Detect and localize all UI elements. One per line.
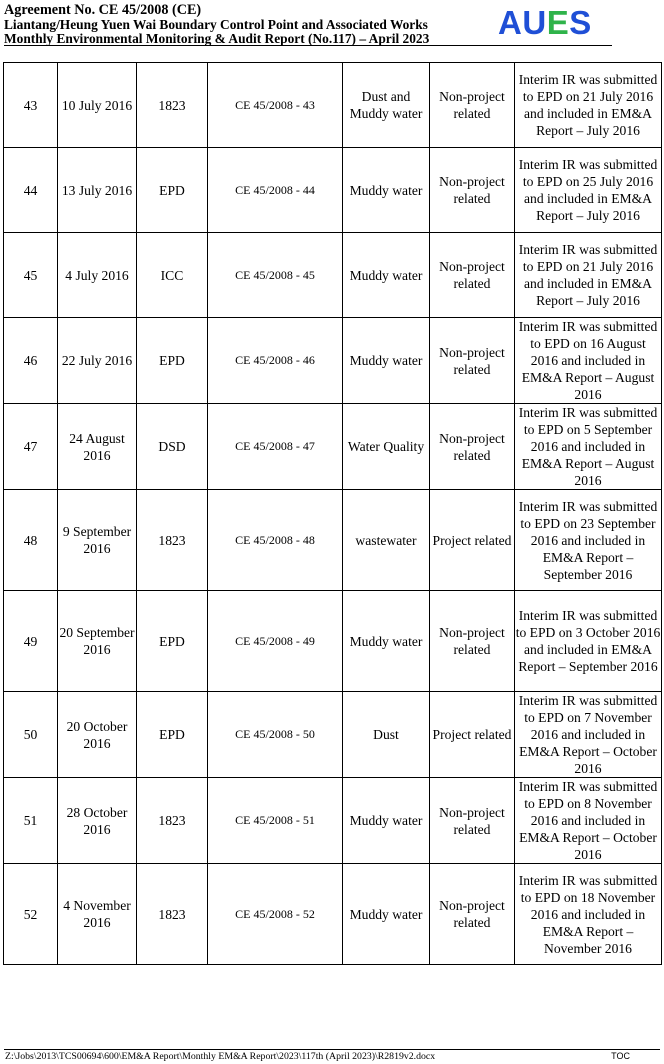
cell-type: Dust and Muddy water [343, 63, 430, 148]
cell-source: EPD [137, 591, 208, 692]
table-row [4, 778, 662, 864]
cell-source: 1823 [137, 864, 208, 965]
cell-date: 20 September 2016 [58, 591, 137, 692]
table-row [4, 692, 662, 778]
cell-type: Muddy water [343, 318, 430, 404]
cell-remark: Interim IR was submitted to EPD on 23 September 2016 and included in EM&A Report – September 2016 [515, 490, 662, 591]
document-path: Z:\Jobs\2013\TCS00694\600\EM&A Report\Monthly EM&A Report\2023\117th (April 2023)\R2819v2.docx [5, 1051, 436, 1062]
cell-ref: CE 45/2008 - 45 [208, 233, 343, 318]
cell-no: 44 [4, 148, 58, 233]
aues-logo: AUES [498, 4, 592, 41]
cell-date: 28 October 2016 [58, 778, 137, 864]
cell-remark: Interim IR was submitted to EPD on 18 November 2016 and included in EM&A Report – November 2016 [515, 864, 662, 965]
cell-nature: Project related [430, 490, 515, 591]
cell-source: 1823 [137, 778, 208, 864]
cell-type: Water Quality [343, 404, 430, 490]
cell-ref: CE 45/2008 - 50 [208, 692, 343, 778]
cell-no: 50 [4, 692, 58, 778]
cell-remark: Interim IR was submitted to EPD on 21 July 2016 and included in EM&A Report – July 2016 [515, 63, 662, 148]
cell-remark: Interim IR was submitted to EPD on 21 July 2016 and included in EM&A Report – July 2016 [515, 233, 662, 318]
cell-nature: Project related [430, 692, 515, 778]
cell-no: 46 [4, 318, 58, 404]
cell-no: 49 [4, 591, 58, 692]
cell-no: 52 [4, 864, 58, 965]
cell-source: ICC [137, 233, 208, 318]
cell-nature: Non-project related [430, 233, 515, 318]
cell-remark: Interim IR was submitted to EPD on 16 August 2016 and included in EM&A Report – August 2016 [515, 318, 662, 404]
project-title: Liantang/Heung Yuen Wai Boundary Control Point and Associated Works [4, 16, 428, 32]
cell-nature: Non-project related [430, 63, 515, 148]
table-row [4, 233, 662, 318]
cell-ref: CE 45/2008 - 49 [208, 591, 343, 692]
cell-type: Muddy water [343, 864, 430, 965]
cell-no: 48 [4, 490, 58, 591]
cell-no: 51 [4, 778, 58, 864]
cell-type: Muddy water [343, 778, 430, 864]
cell-date: 13 July 2016 [58, 148, 137, 233]
cell-no: 43 [4, 63, 58, 148]
cell-source: DSD [137, 404, 208, 490]
cell-ref: CE 45/2008 - 46 [208, 318, 343, 404]
cell-ref: CE 45/2008 - 48 [208, 490, 343, 591]
cell-no: 45 [4, 233, 58, 318]
page-header [4, 3, 612, 47]
cell-date: 24 August 2016 [58, 404, 137, 490]
cell-source: EPD [137, 148, 208, 233]
cell-date: 22 July 2016 [58, 318, 137, 404]
cell-date: 4 November 2016 [58, 864, 137, 965]
complaint-log-table [3, 62, 662, 965]
table-row [4, 864, 662, 965]
report-title: Monthly Environmental Monitoring & Audit Report (No.117) – April 2023 [4, 31, 430, 46]
agreement-number: Agreement No. CE 45/2008 (CE) [4, 2, 202, 18]
cell-nature: Non-project related [430, 318, 515, 404]
cell-type: wastewater [343, 490, 430, 591]
cell-type: Muddy water [343, 591, 430, 692]
table-row [4, 63, 662, 148]
table-row [4, 404, 662, 490]
cell-nature: Non-project related [430, 591, 515, 692]
cell-nature: Non-project related [430, 148, 515, 233]
table-row [4, 591, 662, 692]
cell-remark: Interim IR was submitted to EPD on 25 July 2016 and included in EM&A Report – July 2016 [515, 148, 662, 233]
header-divider [4, 45, 612, 46]
cell-ref: CE 45/2008 - 43 [208, 63, 343, 148]
cell-remark: Interim IR was submitted to EPD on 7 November 2016 and included in EM&A Report – October 2016 [515, 692, 662, 778]
cell-type: Muddy water [343, 233, 430, 318]
cell-date: 4 July 2016 [58, 233, 137, 318]
cell-date: 9 September 2016 [58, 490, 137, 591]
cell-nature: Non-project related [430, 404, 515, 490]
cell-date: 10 July 2016 [58, 63, 137, 148]
cell-source: EPD [137, 692, 208, 778]
cell-type: Muddy water [343, 148, 430, 233]
cell-remark: Interim IR was submitted to EPD on 5 September 2016 and included in EM&A Report – August 2016 [515, 404, 662, 490]
cell-no: 47 [4, 404, 58, 490]
cell-ref: CE 45/2008 - 47 [208, 404, 343, 490]
cell-date: 20 October 2016 [58, 692, 137, 778]
cell-nature: Non-project related [430, 864, 515, 965]
cell-ref: CE 45/2008 - 51 [208, 778, 343, 864]
cell-type: Dust [343, 692, 430, 778]
toc-link[interactable]: TOC [611, 1051, 630, 1061]
table-row [4, 318, 662, 404]
cell-source: 1823 [137, 490, 208, 591]
cell-nature: Non-project related [430, 778, 515, 864]
cell-remark: Interim IR was submitted to EPD on 3 October 2016 and included in EM&A Report – September 2016 [515, 591, 662, 692]
table-row [4, 490, 662, 591]
cell-ref: CE 45/2008 - 52 [208, 864, 343, 965]
table-row [4, 148, 662, 233]
cell-source: 1823 [137, 63, 208, 148]
cell-ref: CE 45/2008 - 44 [208, 148, 343, 233]
cell-remark: Interim IR was submitted to EPD on 8 November 2016 and included in EM&A Report – October 2016 [515, 778, 662, 864]
footer-divider [4, 1049, 660, 1050]
cell-source: EPD [137, 318, 208, 404]
